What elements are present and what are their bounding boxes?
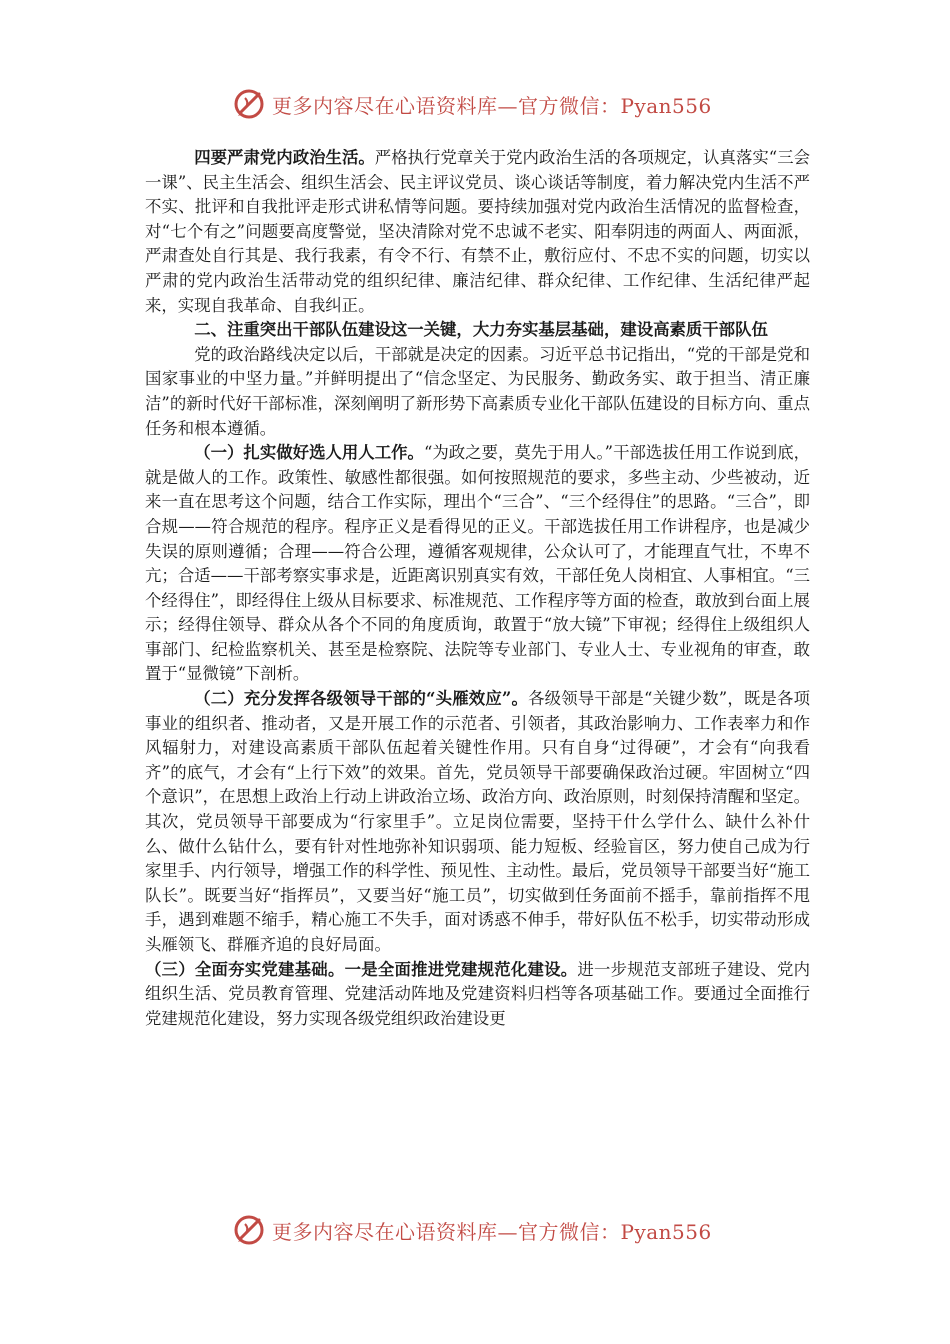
paragraph-text: 进一步规范支部班子建设、党内组织生活、党员教育管理、党建活动阵地及党建资料归档等各项基础工作。要通过全面推行党建规范化建设，努力实现各级党组织政治建设更 bbox=[145, 959, 810, 1028]
paragraph-text: “为政之要，莫先于用人。”干部选拔任用工作说到底，就是做人的工作。政策性、敏感性都很强。如何按照规范的要求，多些主动、少些被动，近来一直在思考这个问题，结合工作实际，理出个“三合”、“三个经得住”的思路。“三合”，即合规——符合规范的程序。程序正义是看得见的正义。干部选拔任用工作讲程序，也是减少失误的原则遵循；合理——符合公理，遵循客观规律，公众认可了，才能理直气壮，不卑不亢；合适——干部考察实事求是，近距离识别真实有效，干部任免人岗相宜、人事相宜。“三个经得住”，即经得住上级从目标要求、标准规范、工作程序等方面的检查，敢放到台面上展示；经得住领导、群众从各个不同的角度质询，敢置于“放大镜”下审视；经得住上级组织人事部门、纪检监察机关、甚至是检察院、法院等专业部门、专业人士、专业视角的审查，敢置于“显微镜”下剖析。 bbox=[145, 443, 810, 684]
watermark-text-bottom: 更多内容尽在心语资料库—官方微信：Pyan556 bbox=[272, 1219, 712, 1244]
pen-logo-icon bbox=[232, 87, 266, 121]
paragraph-heading: （一）扎实做好选人用人工作。 bbox=[194, 443, 424, 463]
paragraph-text: 严格执行党章关于党内政治生活的各项规定，认真落实“三会一课”、民主生活会、组织生活会、民主评议党员、谈心谈话等制度，着力解决党内生活不严不实、批评和自我批评走形式讲私情等问题。要持续加强对党内政治生活情况的监督检查，对“七个有之”问题要高度警觉，坚决清除对党不忠诚不老实、阳奉阴违的两面人、两面派，严肃查处自行其是、我行我素，有令不行、有禁不止，敷衍应付、不忠不实的问题，切实以严肃的党内政治生活带动党的组织纪律、廉洁纪律、群众纪律、工作纪律、生活纪律严起来，实现自我革命、自我纠正。 bbox=[145, 148, 810, 315]
paragraph-selection-appointment bbox=[145, 441, 810, 687]
paragraph-political-line bbox=[145, 343, 810, 441]
section-heading-cadre-team bbox=[145, 318, 810, 343]
paragraph-heading: （三）全面夯实党建基础。一是全面推进党建规范化建设。 bbox=[145, 959, 578, 979]
section-heading: 二、注重突出干部队伍建设这一关键，大力夯实基层基础，建设高素质干部队伍 bbox=[194, 320, 768, 340]
paragraph-party-building-foundation bbox=[145, 958, 810, 1032]
pen-logo-icon bbox=[232, 1213, 266, 1247]
paragraph-text: 党的政治路线决定以后，干部就是决定的因素。习近平总书记指出，“党的干部是党和国家事业的中坚力量。”并鲜明提出了“信念坚定、为民服务、勤政务实、敢于担当、清正廉洁”的新时代好干部标准，深刻阐明了新形势下高素质专业化干部队伍建设的目标方向、重点任务和根本遵循。 bbox=[145, 344, 810, 438]
watermark-banner-bottom bbox=[232, 1210, 712, 1250]
paragraph-heading: （二）充分发挥各级领导干部的“头雁效应”。 bbox=[194, 689, 529, 709]
paragraph-text: 各级领导干部是“关键少数”，既是各项事业的组织者、推动者，又是开展工作的示范者、引领者，其政治影响力、工作表率力和作风辐射力，对建设高素质干部队伍起着关键性作用。只有自身“过得硬”，才会有“向我看齐”的底气，才会有“上行下效”的效果。首先，党员领导干部要确保政治过硬。牢固树立“四个意识”，在思想上政治上行动上讲政治立场、政治方向、政治原则，时刻保持清醒和坚定。其次，党员领导干部要成为“行家里手”。立足岗位需要，坚持干什么学什么、缺什么补什么、做什么钻什么，要有针对性地弥补知识弱项、能力短板、经验盲区，努力使自己成为行家里手、内行领导，增强工作的科学性、预见性、主动性。最后，党员领导干部要当好“施工队长”。既要当好“指挥员”，又要当好“施工员”，切实做到任务面前不摇手，靠前指挥不甩手，遇到难题不缩手，精心施工不失手，面对诱惑不伸手，带好队伍不松手，切实带动形成头雁领飞、群雁齐追的良好局面。 bbox=[145, 689, 811, 954]
document-body bbox=[145, 146, 810, 1031]
paragraph-heading: 四要严肃党内政治生活。 bbox=[194, 148, 375, 167]
paragraph-leading-goose-effect bbox=[145, 687, 810, 958]
watermark-text-top: 更多内容尽在心语资料库—官方微信：Pyan556 bbox=[272, 93, 712, 118]
paragraph-strict-political-life bbox=[145, 146, 810, 318]
watermark-banner-top bbox=[232, 84, 712, 124]
